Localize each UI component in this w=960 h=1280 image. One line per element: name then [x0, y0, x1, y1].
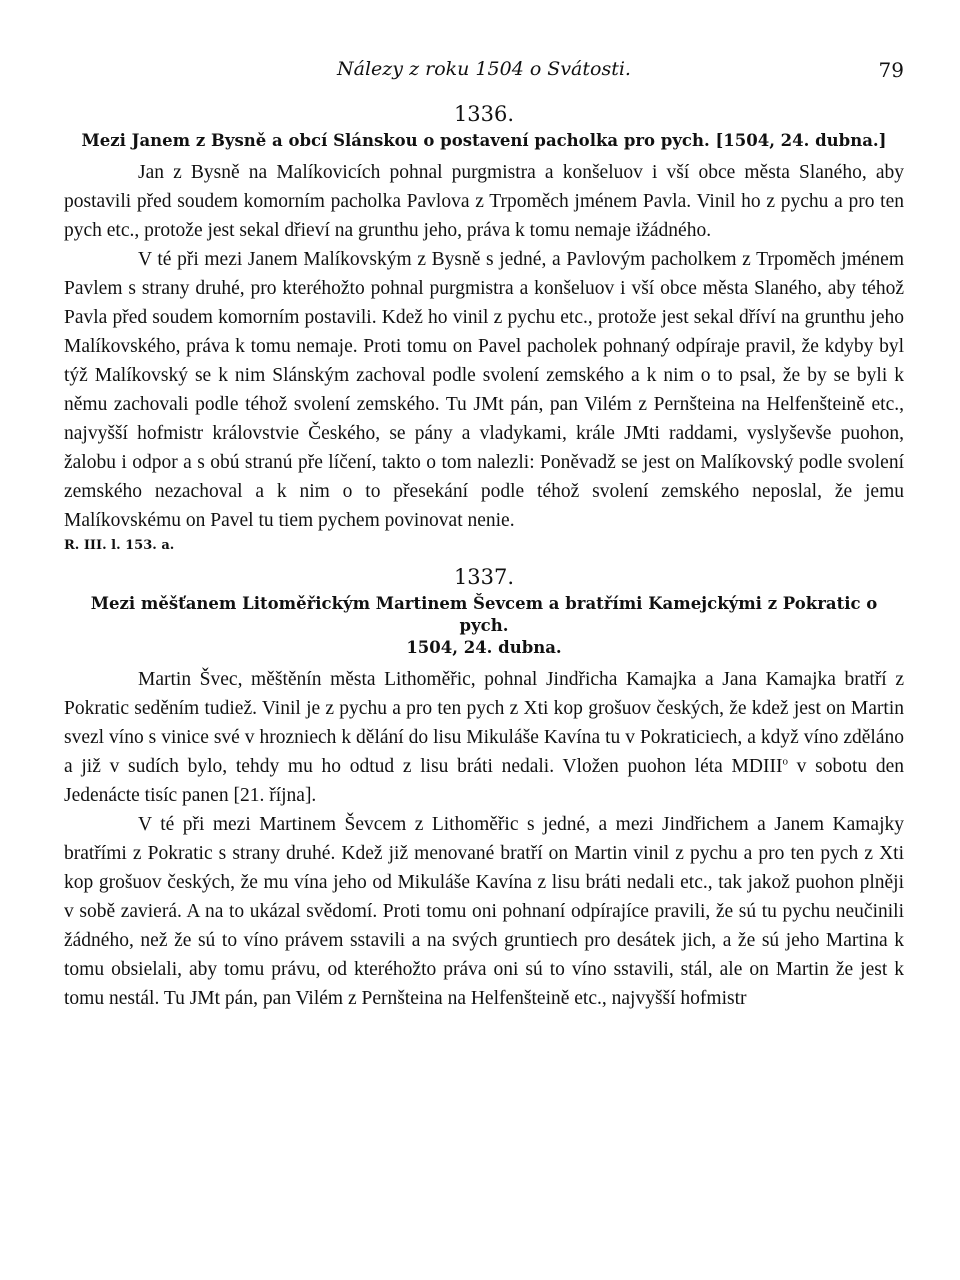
source-reference: R. III. l. 153. a.	[64, 538, 175, 553]
entry-1337	[64, 565, 904, 1013]
entry-summary-date: 1504, 24. dubna.	[406, 638, 562, 657]
entry-1336	[64, 102, 904, 555]
entry-paragraph	[64, 665, 904, 810]
paragraph-text: Martin Švec, měštěnín města Lithoměřic, pohnal Jindřicha Kamajka a Jana Kamajka bratří z Pokratic seděním tudiež. Vinil je z pychu a pro ten pych z Xti kop grošuov českých, že kdež jest on Martin svezl víno s vinice své v hrozniech k dělání do lisu Mikuláše Kavína tu v Pokraticiech, a když víno zděláno a již v sudích bylo, tehdy mu ho odtud z lisu bráti nedali. Vložen puohon léta MDIII	[64, 669, 904, 777]
entry-number: 1337.	[453, 565, 515, 589]
entry-number: 1336.	[453, 102, 515, 126]
running-title: Nálezy z roku 1504 o Svátosti.	[337, 58, 631, 80]
paragraph-text-continued: v sobotu den Jedenácte tisíc panen [21. října].	[64, 756, 904, 806]
page-number: 79	[878, 58, 904, 82]
entry-paragraph: Jan z Bysně na Malíkovicích pohnal purgmistra a konšeluov i vší obce města Slaného, aby postavili před soudem komorním pacholka Pavlova z Trpoměch jménem Pavla. Vinil ho z pychu a pro ten pych etc., protože jest sekal dřieví na grunthu jeho, práva k tomu nemaje ižádného.	[64, 162, 904, 241]
entry-paragraph: V té při mezi Martinem Ševcem z Lithoměřic s jedné, a mezi Jindřichem a Janem Kamajky bratřími z Pokratic s strany druhé. Kdež již menované bratří on Martin vinil z pychu a pro ten pych z Xti kop grošuov českých, že mu vína jeho od Mikuláše Kavína z lisu bráti nedali etc., tak jakož puohon plněji v sobě zavierá. A na to ukázal svědomí. Proti tomu oni pohnaní odpírajíce pravili, že sú tu pychu neučinili žádného, než že sú to víno právem sstavili a na svých gruntiech pro desátek jich, a že sú jeho Martina k tomu obsielali, aby tomu právu, od kteréhožto práva oni sú to víno sstavili, stál, ale on Martin že jest k tomu nestál. Tu JMt pán, pan Vilém z Pernšteina na Helfenšteině etc., najvyšší hofmistr	[64, 814, 904, 1009]
superscript: o	[782, 755, 788, 768]
entry-paragraph: V té při mezi Janem Malíkovským z Bysně s jedné, a Pavlovým pacholkem z Trpoměch jménem Pavlem s strany druhé, pro kteréhožto pohnal purgmistra a konšeluov i vší obce města Slaného, aby téhož Pavla před soudem komorním postavili. Kdež ho vinil z pychu etc., protože jest sekal dříví na grunthu jeho Malíkovského, práva k tomu nemaje. Proti tomu on Pavel pacholek pohnaný odpíraje pravil, že kdyby byl týž Malíkovský se k nim Slánským zachoval podle svolení zemského a k nim o to psal, že by se byli k němu zachovali podle téhož svolení zemského. Tu JMt pán, pan Vilém z Pernšteina na Helfenšteině etc., najvyšší hofmistr královstvie Českého, se pány a vladykami, krále JMti raddami, vyslyševše puohon, žalobu i odpor a s obú stranú pře líčení, takto o tom nalezli: Poněvadž se jest on Malíkovský podle svolení zemského nezachoval a k nim o to přesekání podle téhož svolení zemského neposlal, že jemu Malíkovskému on Pavel tu tiem pychem povinovat nenie.	[64, 249, 904, 531]
entry-summary: Mezi Janem z Bysně a obcí Slánskou o postavení pacholka pro pych. [1504, 24. dubna.]	[81, 131, 887, 150]
running-head	[64, 52, 904, 92]
entry-summary-text: Mezi měšťanem Litoměřickým Martinem Ševcem a bratřími Kamejckými z Pokratic o pych.	[90, 594, 878, 635]
entry-summary	[64, 593, 904, 659]
document-page	[64, 52, 904, 1013]
